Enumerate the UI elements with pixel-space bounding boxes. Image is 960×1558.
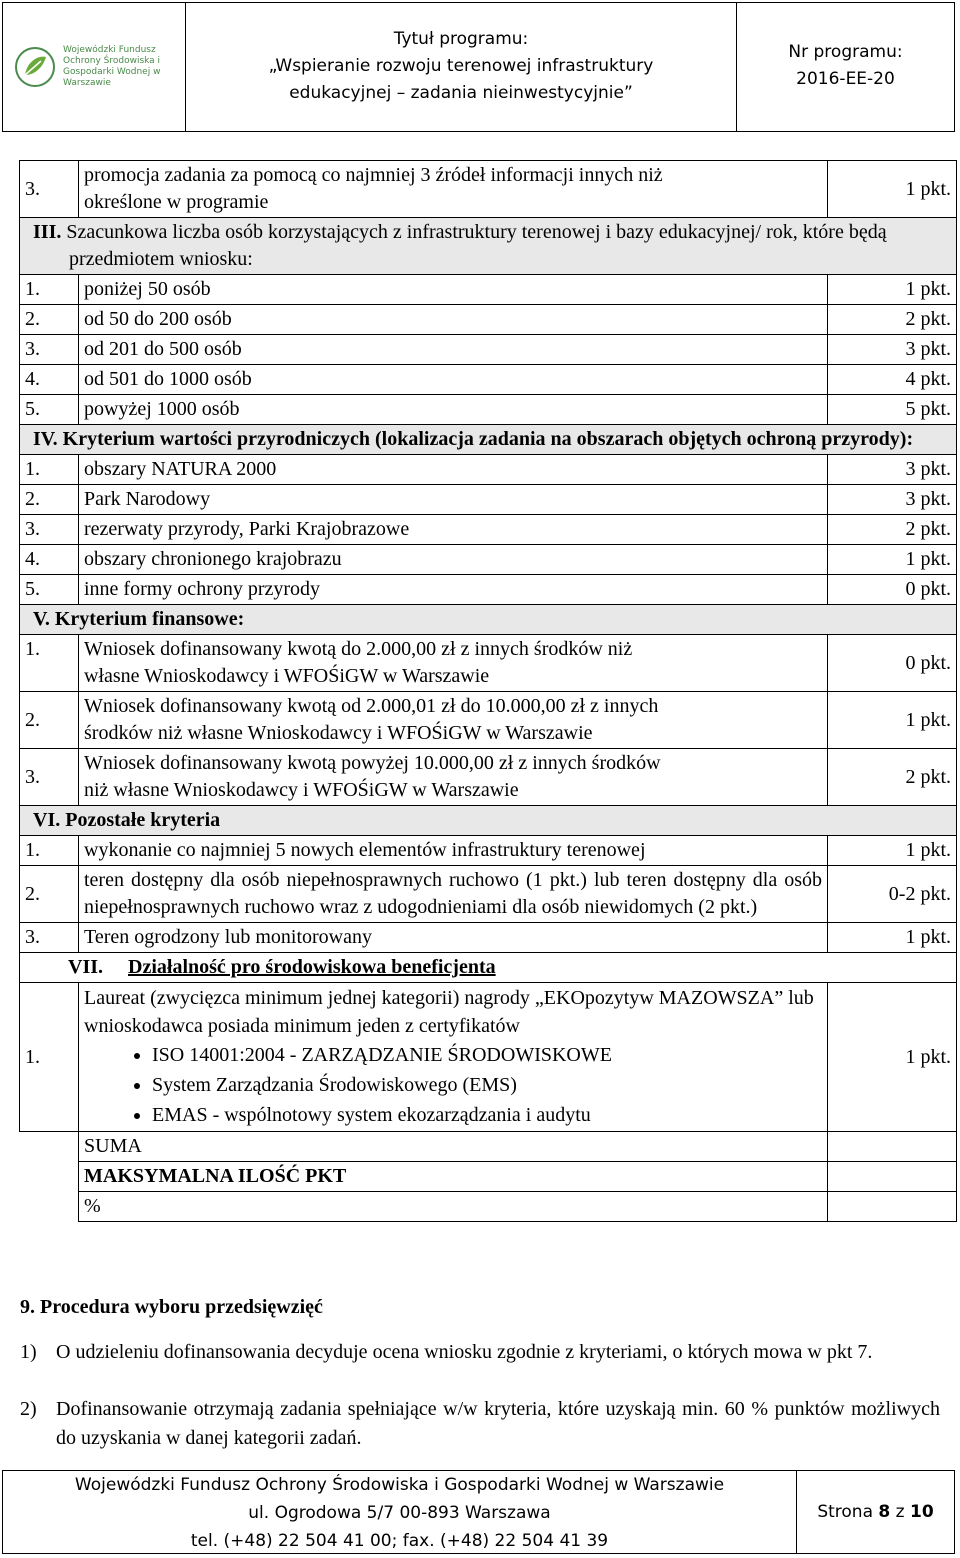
row-text-line: Wniosek dofinansowany kwotą do 2.000,00 zł z innych środków niż <box>84 638 633 660</box>
section-iv <box>20 425 957 455</box>
row-number: 5. <box>20 395 79 425</box>
criteria-table <box>19 160 957 1222</box>
row-text <box>79 161 828 218</box>
procedure-item-2 <box>20 1395 940 1453</box>
procedure-item-1 <box>20 1338 940 1367</box>
row-text: inne formy ochrony przyrody <box>79 575 828 605</box>
row-points: 1 pkt. <box>828 923 957 953</box>
row-number: 1. <box>20 455 79 485</box>
row-points: 2 pkt. <box>828 749 957 806</box>
row-number: 1. <box>20 275 79 305</box>
row-text <box>79 692 828 749</box>
certificate-list <box>124 1040 822 1130</box>
page-total: 10 <box>910 1502 934 1522</box>
row-text <box>79 983 828 1132</box>
row-number: 3. <box>20 335 79 365</box>
procedure-item-number: 1) <box>20 1341 37 1363</box>
table-row <box>20 365 957 395</box>
sum-row <box>20 1132 957 1162</box>
row-points: 1 pkt. <box>828 983 957 1132</box>
section-number: V. <box>33 608 50 630</box>
section-heading <box>33 807 951 834</box>
row-points: 4 pkt. <box>828 365 957 395</box>
program-number-label: Nr programu: <box>788 42 903 62</box>
procedure-item-number: 2) <box>20 1398 37 1420</box>
row-number: 2. <box>20 692 79 749</box>
row-text: rezerwaty przyrody, Parki Krajobrazowe <box>79 515 828 545</box>
max-points-value <box>828 1162 957 1192</box>
list-item: • System Zarządzania Środowiskowego (EMS) <box>152 1070 822 1100</box>
row-number: 4. <box>20 365 79 395</box>
table-row <box>20 635 957 692</box>
logo <box>3 3 186 131</box>
table-row <box>20 866 957 923</box>
max-row <box>20 1162 957 1192</box>
row-points: 0 pkt. <box>828 575 957 605</box>
row-points: 3 pkt. <box>828 485 957 515</box>
footer-address <box>3 1471 797 1553</box>
section-title: Pozostałe kryteria <box>65 809 221 831</box>
row-text-line: środków niż własne Wnioskodawcy i WFOŚiGW w Warszawie <box>84 722 593 744</box>
row-number: 3. <box>20 161 79 218</box>
section-heading <box>33 606 951 633</box>
section-9-title: 9. Procedura wyboru przedsięwzięć <box>20 1296 323 1318</box>
row-number: 2. <box>20 485 79 515</box>
row-points: 5 pkt. <box>828 395 957 425</box>
row-points: 0-2 pkt. <box>828 866 957 923</box>
row-text: obszary NATURA 2000 <box>79 455 828 485</box>
sum-value <box>828 1132 957 1162</box>
row-text-line: promocja zadania za pomocą co najmniej 3 źródeł informacji innych niż <box>84 164 663 186</box>
section-number: IV. <box>33 428 58 450</box>
footer-line: ul. Ogrodowa 5/7 00-893 Warszawa <box>248 1503 551 1523</box>
table-row <box>20 161 957 218</box>
procedure-item-text: O udzieleniu dofinansowania decyduje ocena wniosku zgodnie z kryteriami, o których mowa w pkt 7. <box>56 1341 873 1363</box>
row-text: Teren ogrodzony lub monitorowany <box>79 923 828 953</box>
program-number-value: 2016-EE-20 <box>796 69 895 89</box>
row-text: powyżej 1000 osób <box>79 395 828 425</box>
table-row <box>20 749 957 806</box>
row-points: 1 pkt. <box>828 692 957 749</box>
section-number: VI. <box>33 809 61 831</box>
program-title-label: Tytuł programu: <box>393 29 529 49</box>
program-title-line-2: edukacyjnej – zadania nieinwestycyjnie” <box>289 83 633 103</box>
section-title: Kryterium wartości przyrodniczych (lokalizacja zadania na obszarach objętych ochroną przyrody): <box>62 428 914 450</box>
row-points: 1 pkt. <box>828 545 957 575</box>
sum-label: SUMA <box>79 1132 828 1162</box>
section-vii <box>20 953 957 983</box>
row-points: 1 pkt. <box>828 836 957 866</box>
table-row <box>20 692 957 749</box>
section-number: VII. <box>68 956 104 978</box>
list-item: • ISO 14001:2004 - ZARZĄDZANIE ŚRODOWISKOWE <box>152 1040 822 1070</box>
row-text-line: Laureat (zwycięzca minimum jednej kategorii) nagrody „EKOpozytyw MAZOWSZA” lub wnioskodawca posiada minimum jeden z certyfikatów <box>84 987 814 1037</box>
section-number: III. <box>33 221 62 243</box>
row-text-line: niż własne Wnioskodawcy i WFOŚiGW w Warszawie <box>84 779 519 801</box>
row-number: 3. <box>20 749 79 806</box>
table-row <box>20 545 957 575</box>
row-number: 1. <box>20 836 79 866</box>
row-number: 1. <box>20 983 79 1132</box>
table-row <box>20 335 957 365</box>
row-text-line: własne Wnioskodawcy i WFOŚiGW w Warszawie <box>84 665 490 687</box>
page-number <box>797 1471 954 1553</box>
list-item: • EMAS - wspólnotowy system ekozarządzania i audytu <box>152 1100 822 1130</box>
page-header <box>2 2 955 132</box>
procedure-item-text: Dofinansowanie otrzymają zadania spełniające w/w kryteria, które uzyskają min. 60 % punktów możliwych do uzyskania w danej kategorii zadań. <box>56 1398 940 1449</box>
table-row <box>20 395 957 425</box>
row-number: 1. <box>20 635 79 692</box>
percent-row <box>20 1192 957 1222</box>
footer-line: tel. (+48) 22 504 41 00; fax. (+48) 22 504 41 39 <box>190 1531 609 1551</box>
row-text: obszary chronionego krajobrazu <box>79 545 828 575</box>
section-vi <box>20 806 957 836</box>
row-text <box>79 635 828 692</box>
row-text-line: Wniosek dofinansowany kwotą od 2.000,01 zł do 10.000,00 zł z innych <box>84 695 659 717</box>
leaf-logo-icon <box>13 45 57 89</box>
row-number: 2. <box>20 305 79 335</box>
row-text: poniżej 50 osób <box>79 275 828 305</box>
row-points: 1 pkt. <box>828 275 957 305</box>
max-points-label: MAKSYMALNA ILOŚĆ PKT <box>79 1162 828 1192</box>
row-number: 3. <box>20 515 79 545</box>
section-heading <box>33 219 951 273</box>
section-iii <box>20 218 957 275</box>
percent-value <box>828 1192 957 1222</box>
table-row <box>20 923 957 953</box>
page-label: Strona <box>817 1502 873 1522</box>
section-title: Działalność pro środowiskowa beneficjenta <box>128 956 496 978</box>
table-row <box>20 515 957 545</box>
row-number: 4. <box>20 545 79 575</box>
section-heading <box>33 426 951 453</box>
section-v <box>20 605 957 635</box>
table-row <box>20 485 957 515</box>
section-title: Szacunkowa liczba osób korzystających z infrastruktury terenowej i bazy edukacyjnej/ rok, które będą przedmiotem wniosku: <box>66 221 887 270</box>
program-title-line-1: „Wspieranie rozwoju terenowej infrastruktury <box>268 56 654 76</box>
program-number <box>737 3 954 131</box>
percent-label: % <box>79 1192 828 1222</box>
row-number: 2. <box>20 866 79 923</box>
row-number: 3. <box>20 923 79 953</box>
row-text: teren dostępny dla osób niepełnosprawnych ruchowo (1 pkt.) lub teren dostępny dla osób niepełnosprawnych ruchowo wraz z udogodnieniami dla osób niewidomych (2 pkt.) <box>79 866 828 923</box>
row-points: 0 pkt. <box>828 635 957 692</box>
row-points: 3 pkt. <box>828 455 957 485</box>
page-footer <box>2 1470 955 1554</box>
row-points: 1 pkt. <box>828 161 957 218</box>
page-separator: z <box>895 1502 905 1522</box>
row-points: 2 pkt. <box>828 515 957 545</box>
row-text: wykonanie co najmniej 5 nowych elementów infrastruktury terenowej <box>79 836 828 866</box>
table-row <box>20 575 957 605</box>
table-row <box>20 836 957 866</box>
table-row <box>20 983 957 1132</box>
row-text-line: określone w programie <box>84 191 269 213</box>
row-text: Park Narodowy <box>79 485 828 515</box>
program-title <box>186 3 737 131</box>
section-title: Kryterium finansowe: <box>54 608 245 630</box>
page-current: 8 <box>878 1502 891 1522</box>
row-text: od 201 do 500 osób <box>79 335 828 365</box>
row-points: 3 pkt. <box>828 335 957 365</box>
row-number: 5. <box>20 575 79 605</box>
table-row <box>20 275 957 305</box>
table-row <box>20 455 957 485</box>
table-row <box>20 305 957 335</box>
row-points: 2 pkt. <box>828 305 957 335</box>
row-text: od 501 do 1000 osób <box>79 365 828 395</box>
row-text-line: Wniosek dofinansowany kwotą powyżej 10.000,00 zł z innych środków <box>84 752 661 774</box>
footer-line: Wojewódzki Fundusz Ochrony Środowiska i Gospodarki Wodnej w Warszawie <box>74 1475 725 1495</box>
row-text <box>79 749 828 806</box>
logo-text: Wojewódzki Fundusz Ochrony Środowiska i Gospodarki Wodnej w Warszawie <box>63 45 161 88</box>
row-text: od 50 do 200 osób <box>79 305 828 335</box>
